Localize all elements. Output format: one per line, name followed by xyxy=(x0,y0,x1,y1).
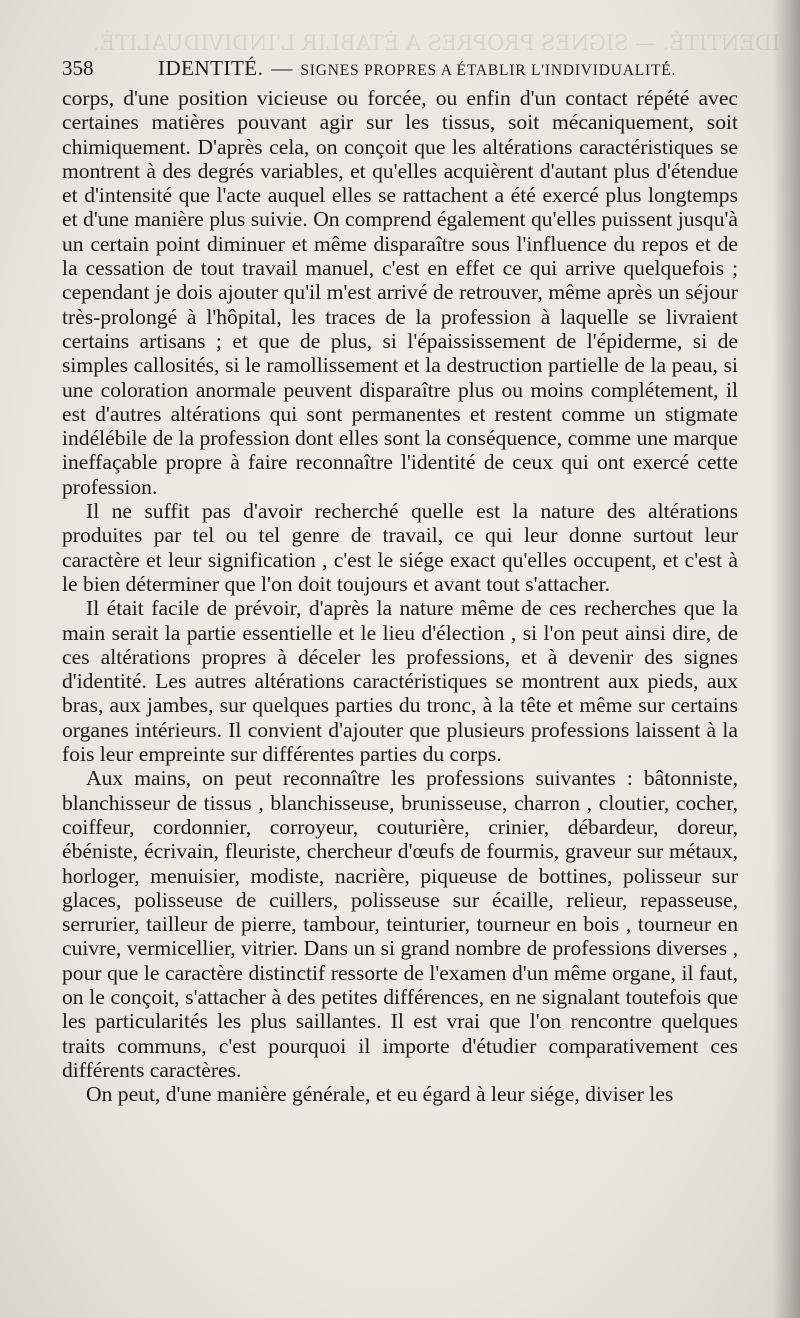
header-dash: — xyxy=(271,56,293,80)
paragraph: corps, d'une position vicieuse ou forcée, ou enfin d'un contact répété avec certaines matières pouvant agir sur les tissus, soit mécaniquement, soit chimiquement. D'après cela, on conçoit que les altérations caractéristiques se montrent à des degrés variables, et qu'elles acquièrent d'autant plus d'étendue et d'intensité que l'acte auquel elles se rattachent a été exercé plus longtemps et d'une manière plus suivie. On comprend également qu'elles puissent jusqu'à un certain point diminuer et même disparaître sous l'influence du repos et de la cessation de tout travail manuel, c'est en effet ce qui arrive quelquefois ; cependant je dois ajouter qu'il m'est arrivé de retrouver, même après un séjour très-prolongé à l'hôpital, les traces de la profession à laquelle se livraient certains artisans ; et que de plus, si l'épaississement de l'épiderme, si de simples callosités, si le ramollissement et la destruction partielle de la peau, si une coloration anormale peuvent disparaître plus ou moins complétement, il est d'autres altérations qui sont permanentes et restent comme un stigmate indélébile de la profession dont elles sont la conséquence, comme une marque ineffaçable propre à faire reconnaître l'identité de ceux qui ont exercé cette profession. xyxy=(62,86,738,499)
paragraph: On peut, d'une manière générale, et eu égard à leur siége, diviser les xyxy=(86,1082,674,1107)
page-number: 358 xyxy=(62,56,94,80)
header-subtitle: SIGNES PROPRES A ÉTABLIR L'INDIVIDUALITÉ. xyxy=(300,62,677,79)
page-edge-shadow xyxy=(772,0,800,1318)
paragraph: Il était facile de prévoir, d'après la nature même de ces recherches que la main serait la partie essentielle et le lieu d'élection , si l'on peut ainsi dire, de ces altérations propres à déceler les professions, et à devenir des signes d'identité. Les autres altérations caractéristiques se montrent aux pieds, aux bras, aux jambes, sur quelques parties du tronc, à la tête et même sur certains organes intérieurs. Il convient d'ajouter que plusieurs professions laissent à la fois leur empreinte sur différentes parties du corps. xyxy=(62,596,738,767)
running-header xyxy=(62,56,738,84)
bleed-through-texture: IDENTITÉ. — SIGNES PROPRES A ÉTABLIR L'INDIVIDUALITÉ. xyxy=(93,31,780,55)
paragraph: Aux mains, on peut reconnaître les professions suivantes : bâtonniste, blanchisseur de tissus , blanchisseuse, brunisseuse, charron , cloutier, cocher, coiffeur, cordonnier, corroyeur, couturière, crinier, débardeur, doreur, ébéniste, écrivain, fleuriste, chercheur d'œufs de fourmis, graveur sur métaux, horloger, menuisier, modiste, nacrière, piqueuse de bottines, polisseur sur glaces, polisseuse de cuillers, polisseuse sur écaille, relieur, repasseuse, serrurier, tailleur de pierre, tambour, teinturier, tourneur en bois , tourneur en cuivre, vermicellier, vitrier. Dans un si grand nombre de professions diverses , pour que le caractère distinctif ressorte de l'examen d'un même organe, il faut, on le conçoit, s'attacher à des petites différences, en ne signalant toutefois que les particularités les plus saillantes. Il est vrai que l'on rencontre quelques traits communs, c'est pourquoi il importe d'étudier comparativement ces différents caractères. xyxy=(62,766,738,1082)
header-title: IDENTITÉ. xyxy=(158,56,264,80)
body-text xyxy=(62,86,738,1106)
paragraph: Il ne suffit pas d'avoir recherché quelle est la nature des altérations produites par tel ou tel genre de travail, ce qui leur donne surtout leur caractère et leur signification , c'est le siége exact qu'elles occupent, et c'est à le bien déterminer que l'on doit toujours et avant tout s'attacher. xyxy=(62,499,738,596)
